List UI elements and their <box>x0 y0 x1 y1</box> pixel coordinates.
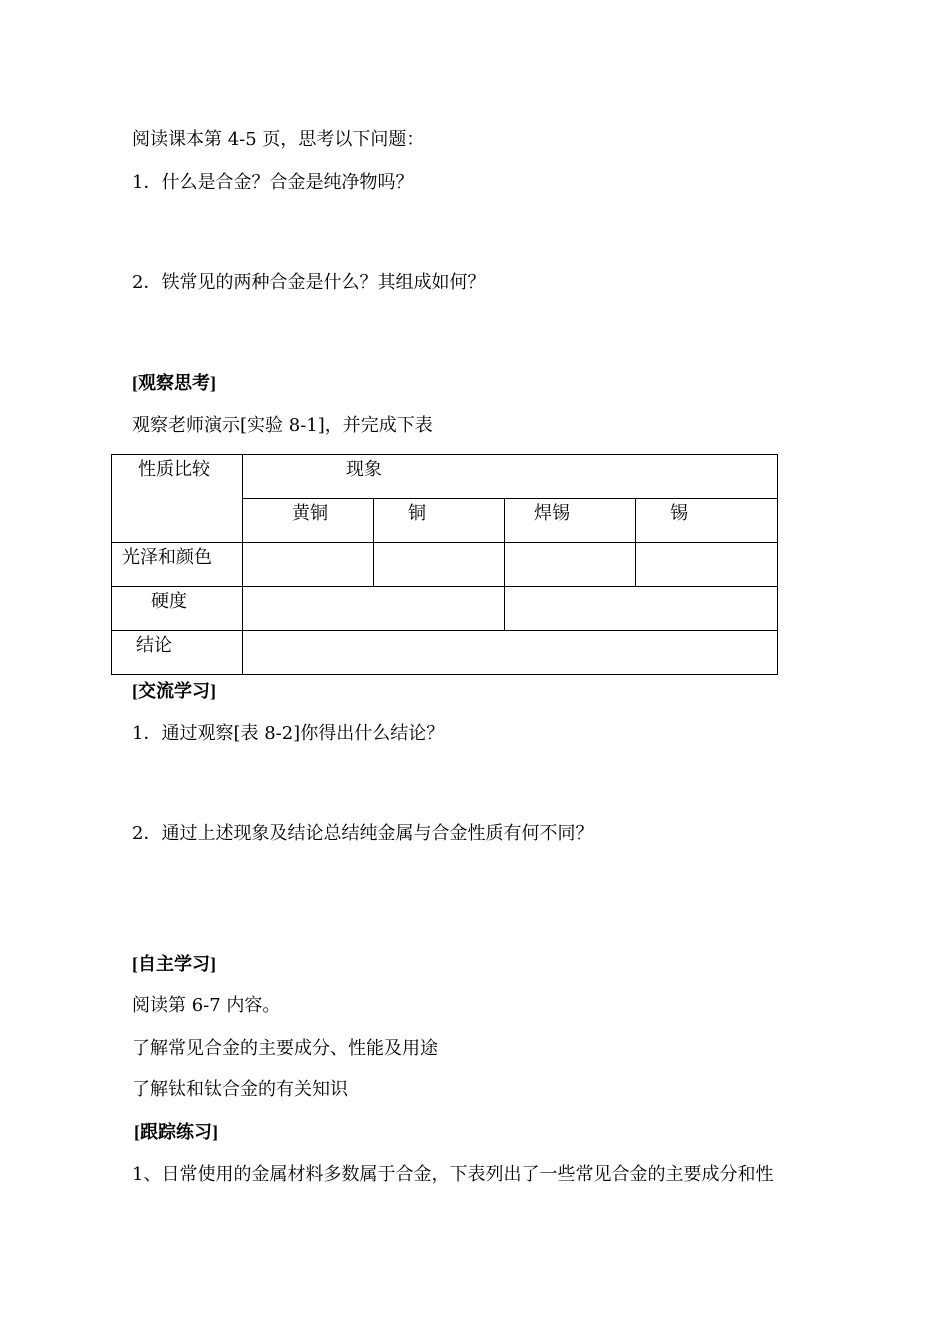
material-cell <box>636 499 778 543</box>
blank-cell[interactable] <box>636 543 778 587</box>
material-copper: 铜 <box>408 503 426 524</box>
self-study-read: 阅读第 6-7 内容。 <box>132 995 281 1016</box>
self-study-heading: [自主学习] <box>132 954 216 974</box>
row-hardness-cell <box>112 587 243 631</box>
property-header: 性质比较 <box>138 459 210 480</box>
property-header-cell <box>112 455 243 543</box>
self-study-item-1: 了解常见合金的主要成分、性能及用途 <box>132 1038 438 1059</box>
row-conclusion-cell <box>112 631 243 675</box>
tracking-practice-heading: [跟踪练习] <box>134 1122 218 1142</box>
material-cell <box>505 499 636 543</box>
exchange-heading: [交流学习] <box>132 681 216 701</box>
observe-text: 观察老师演示[实验 8-1]，并完成下表 <box>132 415 433 436</box>
blank-cell[interactable] <box>505 587 778 631</box>
blank-cell[interactable] <box>374 543 505 587</box>
row-luster-cell <box>112 543 243 587</box>
phenomenon-header: 现象 <box>346 459 382 480</box>
exchange-question-1: 1．通过观察[表 8-2]你得出什么结论？ <box>132 723 445 744</box>
observe-heading: [观察思考] <box>132 373 216 393</box>
phenomenon-header-cell <box>243 455 778 499</box>
observation-table <box>111 454 778 675</box>
material-cell <box>243 499 374 543</box>
material-solder: 焊锡 <box>534 503 570 524</box>
row-hardness-label: 硬度 <box>151 591 187 612</box>
blank-cell[interactable] <box>243 543 374 587</box>
tracking-question-1: 1、日常使用的金属材料多数属于合金，下表列出了一些常见合金的主要成分和性 <box>132 1164 774 1185</box>
row-conclusion-label: 结论 <box>136 635 172 656</box>
material-tin: 锡 <box>670 503 688 524</box>
self-study-item-2: 了解钛和钛合金的有关知识 <box>132 1079 348 1100</box>
exchange-question-2: 2．通过上述现象及结论总结纯金属与合金性质有何不同？ <box>132 823 594 844</box>
material-brass: 黄铜 <box>292 503 328 524</box>
blank-cell[interactable] <box>505 543 636 587</box>
question-1: 1．什么是合金？合金是纯净物吗？ <box>132 172 414 193</box>
blank-cell[interactable] <box>243 631 778 675</box>
intro-text: 阅读课本第 4-5 页，思考以下问题： <box>132 129 425 150</box>
material-cell <box>374 499 505 543</box>
question-2: 2．铁常见的两种合金是什么？其组成如何？ <box>132 272 486 293</box>
blank-cell[interactable] <box>243 587 505 631</box>
row-luster-label: 光泽和颜色 <box>122 547 212 568</box>
